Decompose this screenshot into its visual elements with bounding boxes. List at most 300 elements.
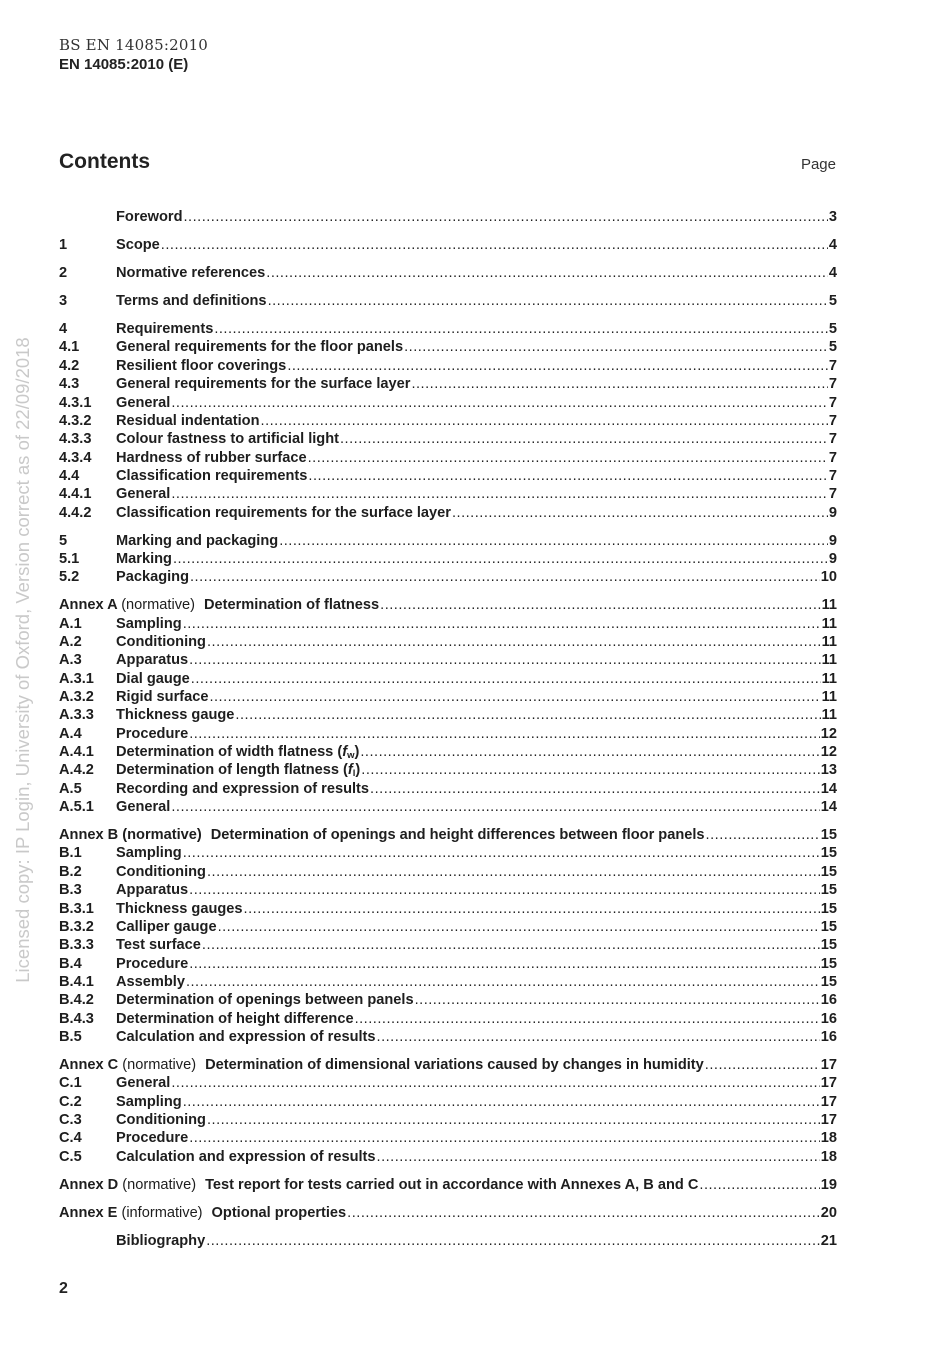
toc-entry[interactable] [59,568,837,586]
toc-entry-text: Calculation and expression of results [116,1148,376,1165]
toc-entry-title [116,532,278,550]
toc-entry-title [116,743,359,761]
toc-entry[interactable] [59,1028,837,1046]
toc-page-number: 5 [828,321,837,338]
toc-leader-dots [207,863,820,881]
toc-page-number: 14 [820,780,837,797]
toc-entry-number: A.4 [59,725,82,742]
toc-leader-dots [261,412,828,430]
toc-entry-number: B.3.2 [59,918,94,935]
toc-entry-number: B.4.2 [59,992,94,1009]
toc-entry-title [116,881,188,899]
toc-entry[interactable] [59,651,837,669]
toc-entry-title [116,973,185,991]
toc-annex-type: (informative) [121,1204,203,1221]
toc-entry-title [116,615,182,633]
toc-entry-text: Determination of openings and height differences between floor panels [210,827,705,844]
toc-entry-title [116,1129,188,1147]
toc-entry[interactable] [59,532,837,550]
toc-leader-dots [171,798,819,816]
toc-entry-text: Residual indentation [116,412,260,429]
toc-leader-dots [214,320,828,338]
toc-entry-number: 4.1 [59,339,80,356]
toc-page-number: 11 [821,670,837,687]
toc-entry-number: B.4.1 [59,973,94,990]
toc-entry-text: Conditioning [116,863,206,880]
toc-page-number: 7 [828,357,837,374]
toc-leader-dots [202,936,820,954]
toc-entry-number: 4.3.1 [59,394,92,411]
toc-page-number: 11 [821,597,837,614]
toc-entry[interactable] [59,955,837,973]
toc-entry-text: Normative references [116,265,266,282]
toc-leader-dots [183,615,821,633]
toc-entry-title [116,761,360,779]
toc-entry-text: Foreword [116,209,183,225]
toc-entry-text: Marking [116,550,172,567]
toc-leader-dots [244,900,820,918]
toc-entry-title [116,1074,170,1092]
toc-entry[interactable] [59,1111,837,1129]
toc-entry[interactable] [59,706,837,724]
toc-entry-number: C.3 [59,1111,82,1128]
toc-entry-number: A.2 [59,634,82,650]
toc-page-number: 7 [828,467,837,484]
toc-page-number: 15 [820,973,837,990]
toc-entry-text: Recording and expression of results [116,780,370,797]
toc-entry-text: Determination of width flatness ( [116,744,343,761]
standard-reference-en: EN 14085:2010 (E) [59,56,189,73]
toc-leader-dots [308,467,827,485]
toc-leader-dots [207,633,821,651]
toc-leader-dots [706,826,820,844]
toc-entry[interactable] [59,375,837,393]
toc-leader-dots [360,743,819,761]
toc-leader-dots [209,688,820,706]
toc-entry[interactable] [59,991,837,1009]
toc-entry-text: Scope [116,237,160,254]
toc-entry-number: C.2 [59,1093,82,1110]
toc-leader-dots [189,651,820,669]
toc-entry-number: 4.3.2 [59,412,92,429]
toc-entry-number: B.4 [59,955,82,972]
toc-entry[interactable] [59,615,837,633]
page-title: Contents [59,150,150,173]
toc-leader-dots [404,338,828,356]
toc-page-number: 9 [828,504,837,521]
toc-entry-number: B.1 [59,845,82,862]
toc-annex-label: Annex C [59,1056,119,1073]
toc-page-number: 15 [820,863,837,880]
toc-page-number: 15 [820,955,837,972]
toc-entry[interactable] [59,504,837,522]
toc-page-number: 17 [820,1075,837,1092]
toc-leader-dots [191,670,821,688]
toc-entry-title [116,936,201,954]
toc-entry-title [116,412,260,430]
license-watermark: Licensed copy: IP Login, University of Oxford, Version correct as of 22/09/2018 [12,337,33,983]
toc-entry[interactable] [59,394,837,412]
toc-entry-text: Conditioning [116,1111,206,1128]
toc-entry[interactable] [59,1232,837,1250]
toc-entry-number: 2 [59,265,68,282]
toc-entry[interactable] [59,412,837,430]
toc-entry-number: B.2 [59,863,82,880]
toc-entry[interactable] [59,1204,837,1222]
toc-annex-label: Annex D [59,1176,119,1193]
toc-entry-text: Test report for tests carried out in accordance with Annexes A, B and C [205,1176,699,1193]
toc-leader-dots [415,991,820,1009]
toc-entry[interactable] [59,485,837,503]
toc-entry[interactable] [59,1056,837,1074]
toc-page-number: 9 [828,532,837,549]
toc-entry-number: B.5 [59,1028,82,1045]
toc-leader-dots [411,375,827,393]
toc-leader-dots [183,1093,820,1111]
toc-entry-title [116,688,208,706]
toc-entry-number: A.3.3 [59,707,94,724]
toc-page-number: 20 [820,1204,837,1221]
toc-page-number: 21 [820,1232,837,1249]
toc-entry-title [116,725,188,743]
toc-entry-text: Bibliography [116,1232,206,1249]
toc-leader-dots [308,449,828,467]
toc-leader-dots [268,292,828,310]
toc-symbol: f [342,744,348,761]
toc-entry-text: General requirements for the floor panels [116,339,404,356]
toc-entry-title [116,670,190,688]
toc-entry[interactable] [59,430,837,448]
toc-entry-number: A.4.1 [59,744,94,761]
toc-leader-dots [173,550,828,568]
toc-entry[interactable] [59,320,837,338]
toc-page-number: 4 [828,265,837,282]
toc-entry-title [59,1204,346,1222]
toc-page-number: 15 [820,827,837,844]
toc-leader-dots [287,357,828,375]
toc-entry-number: A.3.1 [59,670,94,687]
toc-entry[interactable] [59,292,837,310]
toc-entry-title [116,706,234,724]
toc-entry-text: General [116,486,171,503]
toc-entry-title [116,1148,376,1166]
toc-entry[interactable] [59,936,837,954]
toc-page-number: 7 [828,449,837,466]
page-number: 2 [59,1280,68,1297]
toc-entry-title [116,338,403,356]
toc-entry-title [116,798,170,816]
toc-page-number: 15 [820,918,837,935]
toc-page-number: 10 [820,569,837,586]
toc-entry-title [116,236,160,254]
toc-entry-text: Conditioning [116,634,206,650]
toc-leader-dots [171,394,828,412]
toc-entry-number: B.3.1 [59,900,94,917]
toc-entry-text: Resilient floor coverings [116,357,287,374]
toc-leader-dots [189,955,820,973]
toc-entry[interactable] [59,1129,837,1147]
toc-leader-dots [161,236,828,254]
toc-entry-text: Terms and definitions [116,293,267,310]
toc-entry-text: Hardness of rubber surface [116,449,307,466]
toc-entry-number: A.3.2 [59,689,94,706]
toc-entry-title [116,504,451,522]
toc-leader-dots [218,918,820,936]
toc-entry-number: 4 [59,321,68,338]
toc-leader-dots [171,485,828,503]
toc-entry-title [59,1176,698,1194]
toc-page-number: 15 [820,882,837,899]
toc-entry-title [116,430,339,448]
toc-entry-text: Rigid surface [116,689,209,706]
toc-annex-label: Annex B (normative) [59,827,202,844]
page-column-label: Page [800,156,836,173]
toc-entry[interactable] [59,1093,837,1111]
toc-entry-number: 5 [59,532,68,549]
toc-entry[interactable] [59,338,837,356]
toc-entry-number: B.3.3 [59,937,94,954]
toc-entry-title [116,1111,206,1129]
toc-entry-text: Requirements [116,321,214,338]
toc-page-number: 17 [820,1111,837,1128]
toc-entry-text: Procedure [116,955,189,972]
toc-entry-text: Apparatus [116,652,189,669]
toc-leader-dots [266,264,828,282]
toc-entry-text: Determination of dimensional variations caused by changes in humidity [205,1056,704,1073]
toc-entry-title [116,550,172,568]
toc-leader-dots [699,1176,819,1194]
toc-entry-text-end: ) [354,744,360,761]
toc-entry-title [116,467,307,485]
toc-entry-text: Calliper gauge [116,918,217,935]
toc-leader-dots [377,1028,820,1046]
toc-page-number: 11 [821,689,837,706]
toc-entry-number: 5.1 [59,550,80,567]
toc-entry-number: 1 [59,237,68,254]
toc-annex-label: Annex A [59,597,118,614]
toc-leader-dots [186,973,820,991]
toc-leader-dots [380,596,820,614]
toc-entry-title [116,449,307,467]
toc-entry-title [116,1010,354,1028]
toc-page-number: 16 [820,1010,837,1027]
toc-entry-number: A.5 [59,780,82,797]
toc-entry-text: Classification requirements [116,467,308,484]
toc-entry-text: Classification requirements for the surface layer [116,504,451,521]
toc-entry[interactable] [59,1074,837,1092]
toc-entry[interactable] [59,798,837,816]
toc-page-number: 13 [820,762,837,779]
toc-entry-title [59,596,379,614]
toc-entry-text: Optional properties [211,1204,347,1221]
toc-entry-text: Calculation and expression of results [116,1028,376,1045]
toc-entry[interactable] [59,670,837,688]
toc-leader-dots [183,844,820,862]
toc-entry[interactable] [59,449,837,467]
toc-entry[interactable] [59,918,837,936]
toc-page-number: 7 [828,412,837,429]
toc-entry[interactable] [59,264,837,282]
toc-entry-number: 4.2 [59,357,80,374]
toc-entry[interactable] [59,1148,837,1166]
toc-annex-type: (normative) [121,597,195,614]
toc-page-number: 7 [828,431,837,448]
toc-entry[interactable] [59,550,837,568]
toc-page-number: 11 [821,615,837,632]
toc-entry-text-end: ) [355,762,361,779]
toc-page-number: 18 [820,1130,837,1147]
toc-entry-title [116,863,206,881]
toc-annex-label: Annex E [59,1204,118,1221]
toc-page-number: 19 [820,1176,837,1193]
toc-leader-dots [235,706,820,724]
toc-entry[interactable] [59,1176,837,1194]
toc-entry-number: C.5 [59,1148,82,1165]
toc-page-number: 17 [820,1056,837,1073]
toc-entry[interactable] [59,208,837,226]
toc-page-number: 15 [820,937,837,954]
toc-page-number: 11 [821,634,837,650]
toc-page-number: 4 [828,237,837,254]
toc-entry[interactable] [59,844,837,862]
toc-entry-text: Sampling [116,845,182,862]
toc-page-number: 7 [828,394,837,411]
toc-leader-dots [279,532,828,550]
toc-entry-title [116,320,213,338]
standard-reference: BS EN 14085:2010 [59,36,209,54]
toc-entry-number: 4.4.1 [59,486,92,503]
toc-entry-title [116,264,265,282]
toc-entry[interactable] [59,725,837,743]
toc-page-number: 16 [820,992,837,1009]
toc-entry-number: 4.4.2 [59,504,92,521]
toc-entry[interactable] [59,761,837,779]
toc-entry-text: Marking and packaging [116,532,279,549]
toc-entry-number: A.1 [59,615,82,632]
toc-page-number: 9 [828,550,837,567]
toc-entry-text: Sampling [116,615,182,632]
toc-entry-text: Apparatus [116,882,189,899]
toc-page-number: 5 [828,339,837,356]
toc-page-number: 3 [828,209,837,225]
toc-entry[interactable] [59,881,837,899]
toc-entry[interactable] [59,596,837,614]
toc-page-number: 11 [821,707,837,724]
toc-entry-text: Thickness gauges [116,900,243,917]
toc-entry-text: General requirements for the surface layer [116,376,411,393]
toc-entry[interactable] [59,1010,837,1028]
toc-entry-text: Packaging [116,569,189,586]
toc-entry[interactable] [59,826,837,844]
toc-leader-dots [340,430,828,448]
toc-leader-dots [171,1074,819,1092]
toc-page-number: 7 [828,376,837,393]
toc-entry-text: Determination of height difference [116,1010,354,1027]
toc-entry-number: A.4.2 [59,762,94,779]
toc-page-number: 11 [821,652,837,669]
toc-page-number: 15 [820,900,837,917]
toc-entry[interactable] [59,633,837,651]
toc-entry-title [116,485,170,503]
toc-entry-text: General [116,799,171,816]
toc-entry[interactable] [59,688,837,706]
toc-entry-text: Determination of flatness [203,597,380,614]
toc-entry-number: 5.2 [59,569,80,586]
toc-entry-text: Determination of length flatness ( [116,762,348,779]
toc-entry-number: 4.3 [59,376,80,393]
toc-leader-dots [355,1010,820,1028]
toc-entry-title [116,633,206,651]
toc-entry-title [116,1028,376,1046]
toc-entry-number: C.4 [59,1130,82,1147]
toc-entry[interactable] [59,780,837,798]
toc-entry-title [116,357,286,375]
toc-entry-title [116,844,182,862]
toc-entry-number: A.5.1 [59,799,94,816]
table-of-contents [59,208,837,1250]
toc-page-number: 17 [820,1093,837,1110]
toc-leader-dots [370,780,820,798]
toc-entry-text: Procedure [116,725,189,742]
toc-entry-title [116,991,414,1009]
toc-leader-dots [183,208,827,226]
toc-page-number: 12 [820,744,837,761]
toc-leader-dots [347,1204,820,1222]
toc-entry-title [116,568,189,586]
toc-page-number: 5 [828,293,837,310]
toc-annex-type: (normative) [122,1176,197,1193]
toc-entry-text: General [116,394,171,411]
toc-entry-text: Procedure [116,1130,189,1147]
toc-leader-dots [189,881,820,899]
toc-entry-title [116,1093,182,1111]
toc-entry-title [116,900,243,918]
toc-entry-title [116,918,217,936]
toc-leader-dots [190,568,820,586]
toc-leader-dots [189,725,820,743]
toc-entry[interactable] [59,863,837,881]
toc-entry-text: General [116,1075,171,1092]
toc-entry-title [116,292,267,310]
toc-page-number: 18 [820,1148,837,1165]
toc-symbol-subscript: l [352,768,356,780]
toc-entry[interactable] [59,973,837,991]
toc-leader-dots [705,1056,820,1074]
toc-page-number: 12 [820,725,837,742]
toc-entry[interactable] [59,743,837,761]
toc-entry-title [116,780,369,798]
toc-entry-number: B.3 [59,882,82,899]
toc-entry-number: 4.4 [59,467,80,484]
toc-symbol-subscript: w [347,750,355,762]
toc-entry[interactable] [59,900,837,918]
toc-entry[interactable] [59,236,837,254]
toc-entry-title [116,955,188,973]
toc-entry[interactable] [59,357,837,375]
toc-entry-title [116,208,182,226]
toc-entry-text: Test surface [116,937,201,954]
toc-annex-type: (normative) [122,1056,197,1073]
toc-leader-dots [452,504,828,522]
toc-entry-text: Colour fastness to artificial light [116,431,339,448]
toc-entry-title [59,826,705,844]
toc-entry-number: 3 [59,293,68,310]
toc-entry-text: Thickness gauge [116,707,235,724]
toc-entry-text: Dial gauge [116,670,190,687]
toc-entry[interactable] [59,467,837,485]
toc-page-number: 15 [820,845,837,862]
toc-entry-text: Assembly [116,973,185,990]
